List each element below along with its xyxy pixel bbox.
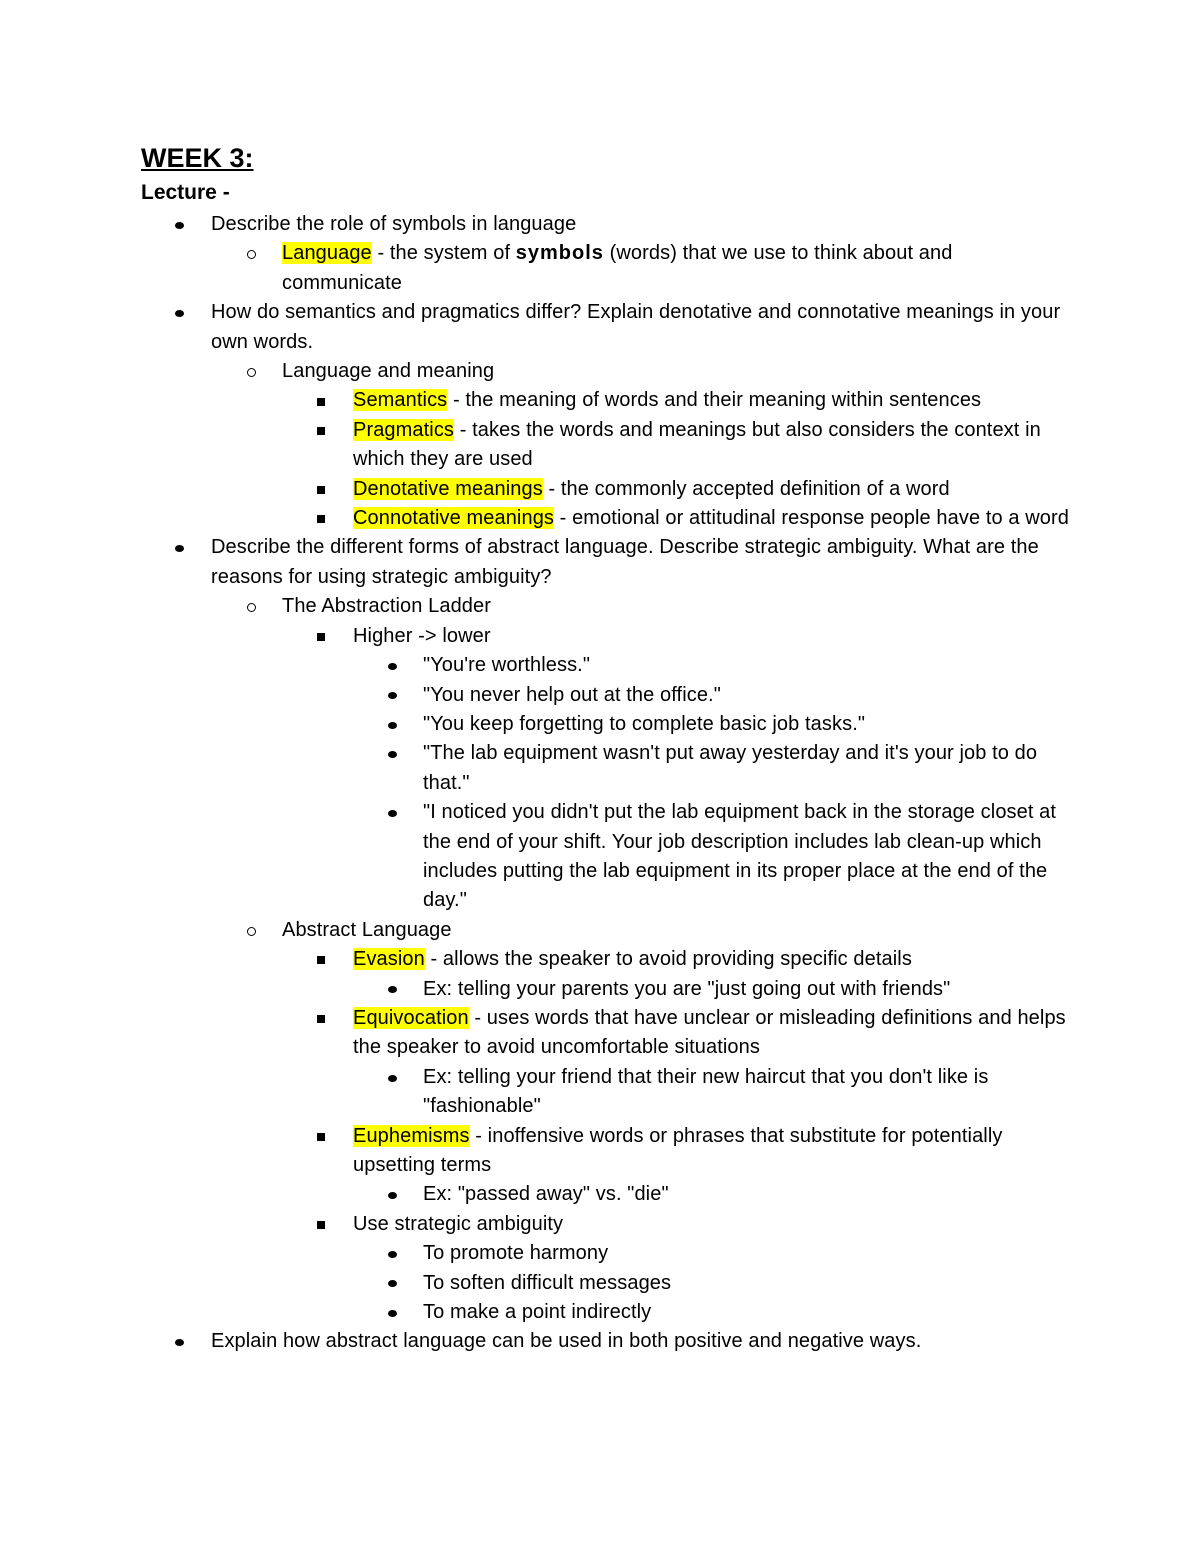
list-item: Denotative meanings - the commonly accepted definition of a word: [141, 475, 1071, 504]
list-item: "You keep forgetting to complete basic job tasks.": [141, 710, 1071, 739]
bullet-icon: [175, 298, 184, 327]
circle-bullet-icon: [247, 916, 256, 945]
highlighted-term: Equivocation: [353, 1006, 469, 1029]
list-item: Equivocation - uses words that have unclear or misleading definitions and helps the speaker to avoid uncomfortable situations: [141, 1004, 1071, 1063]
list-item: Ex: telling your friend that their new haircut that you don't like is "fashionable": [141, 1063, 1071, 1122]
highlighted-term: Denotative meanings: [353, 477, 543, 500]
list-item: To soften difficult messages: [141, 1269, 1071, 1298]
highlighted-term: Euphemisms: [353, 1124, 470, 1147]
list-item: Language and meaning: [141, 357, 1071, 386]
list-item: Language - the system of symbols (words) that we use to think about and communicate: [141, 239, 1071, 298]
circle-bullet-icon: [247, 357, 256, 386]
list-item: Ex: telling your parents you are "just going out with friends": [141, 975, 1071, 1004]
list-item: To make a point indirectly: [141, 1298, 1071, 1327]
circle-bullet-icon: [247, 239, 256, 268]
list-item: The Abstraction Ladder: [141, 592, 1071, 621]
highlighted-term: Connotative meanings: [353, 507, 555, 530]
list-item: "I noticed you didn't put the lab equipment back in the storage closet at the end of your shift. Your job description includes lab clean-up which includes putting the lab equipment in its proper place at the end of the day.": [141, 798, 1071, 916]
list-item: Higher -> lower: [141, 622, 1071, 651]
document-page: [141, 140, 1071, 1357]
list-item: Pragmatics - takes the words and meanings but also considers the context in which they are used: [141, 416, 1071, 475]
bullet-icon: [388, 1063, 397, 1092]
bullet-icon: [388, 798, 397, 827]
bullet-icon: [388, 1180, 397, 1209]
bullet-icon: [388, 651, 397, 680]
list-item: Euphemisms - inoffensive words or phrases that substitute for potentially upsetting terms: [141, 1122, 1071, 1181]
list-item: "The lab equipment wasn't put away yesterday and it's your job to do that.": [141, 739, 1071, 798]
square-bullet-icon: [317, 1004, 325, 1033]
bullet-icon: [388, 739, 397, 768]
section-subtitle: Lecture -: [141, 181, 230, 204]
bullet-icon: [388, 1239, 397, 1268]
bold-term: symbols: [515, 242, 604, 265]
square-bullet-icon: [317, 386, 325, 415]
highlighted-term: Language: [282, 242, 372, 265]
square-bullet-icon: [317, 416, 325, 445]
list-item: "You never help out at the office.": [141, 681, 1071, 710]
list-item: Abstract Language: [141, 916, 1071, 945]
bullet-icon: [388, 975, 397, 1004]
square-bullet-icon: [317, 504, 325, 533]
list-item: Ex: "passed away" vs. "die": [141, 1180, 1071, 1209]
bullet-icon: [175, 210, 184, 239]
list-item: Use strategic ambiguity: [141, 1210, 1071, 1239]
bullet-icon: [388, 710, 397, 739]
list-item: Semantics - the meaning of words and their meaning within sentences: [141, 386, 1071, 415]
outline-list: [141, 210, 1071, 1357]
bullet-icon: [388, 681, 397, 710]
list-item: Explain how abstract language can be used in both positive and negative ways.: [141, 1327, 1071, 1356]
bullet-icon: [388, 1298, 397, 1327]
list-item: Describe the role of symbols in language: [141, 210, 1071, 239]
highlighted-term: Semantics: [353, 389, 448, 412]
highlighted-term: Evasion: [353, 948, 425, 971]
circle-bullet-icon: [247, 592, 256, 621]
list-item: How do semantics and pragmatics differ? Explain denotative and connotative meanings in your own words.: [141, 298, 1071, 357]
list-item: Describe the different forms of abstract language. Describe strategic ambiguity. What are the reasons for using strategic ambiguity?: [141, 533, 1071, 592]
square-bullet-icon: [317, 1210, 325, 1239]
highlighted-term: Pragmatics: [353, 418, 455, 441]
list-item: Connotative meanings - emotional or attitudinal response people have to a word: [141, 504, 1071, 533]
page-title: WEEK 3:: [141, 143, 254, 173]
square-bullet-icon: [317, 475, 325, 504]
square-bullet-icon: [317, 622, 325, 651]
bullet-icon: [175, 533, 184, 562]
square-bullet-icon: [317, 1122, 325, 1151]
list-item: "You're worthless.": [141, 651, 1071, 680]
list-item: Evasion - allows the speaker to avoid providing specific details: [141, 945, 1071, 974]
list-item: To promote harmony: [141, 1239, 1071, 1268]
bullet-icon: [175, 1327, 184, 1356]
square-bullet-icon: [317, 945, 325, 974]
bullet-icon: [388, 1269, 397, 1298]
